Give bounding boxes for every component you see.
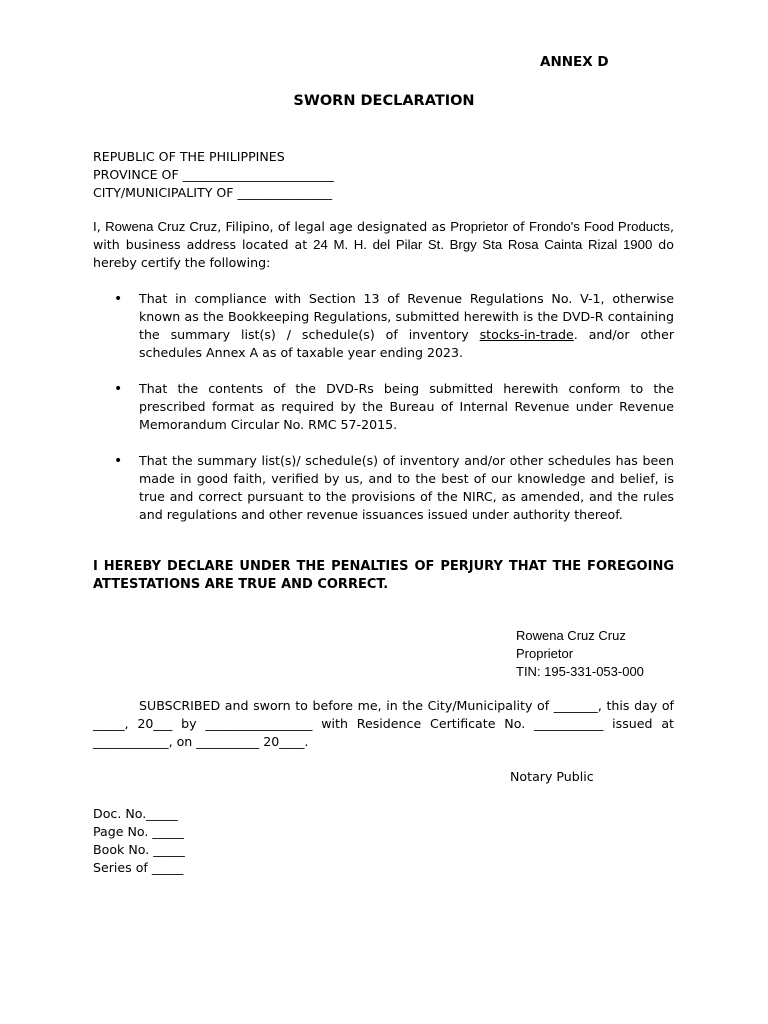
declarant-name: Rowena Cruz Cruz <box>105 219 218 234</box>
bullet-icon: • <box>114 381 123 397</box>
book-no: Book No. _____ <box>93 842 185 857</box>
bullet-1-text-end: . and/or other schedules Annex A as of taxable year ending 2023. <box>139 327 674 360</box>
intro-text-1: I, <box>93 219 106 234</box>
notarial-register <box>93 805 185 877</box>
notary-label: Notary Public <box>510 769 594 784</box>
signatory-tin: TIN: 195-331-053-000 <box>516 664 644 679</box>
bullet-1-text: That in compliance with Section 13 of Revenue Regulations No. V-1, otherwise known as the Bookkeeping Regulations, submitted herewith is the DVD-R containing the summary list(s) / schedule(s) of inventory <box>139 291 674 342</box>
republic-line: REPUBLIC OF THE PHILIPPINES <box>93 149 285 164</box>
bullet-icon: • <box>114 291 123 307</box>
business-name: Frondo's Food Products <box>528 219 670 234</box>
certification-list <box>93 290 674 542</box>
page-title: SWORN DECLARATION <box>293 93 475 109</box>
list-item <box>93 380 674 434</box>
intro-paragraph <box>93 218 674 272</box>
city-line: CITY/MUNICIPALITY OF _______________ <box>93 185 332 200</box>
intro-text-4: , with business address located at <box>93 219 674 252</box>
bullet-3-text: That the summary list(s)/ schedule(s) of inventory and/or other schedules has been made in good faith, verified by us, and to the best of our knowledge and belief, is true and correct pursuant to the provisions of the NIRC, as amended, and the rules and regulations and other revenue issuances issued under authority thereof. <box>139 453 674 522</box>
declarant-position: Proprietor <box>450 219 509 234</box>
series-of: Series of _____ <box>93 860 184 875</box>
bullet-2-text: That the contents of the DVD-Rs being submitted herewith conform to the prescribed format as required by the Bureau of Internal Revenue under Revenue Memorandum Circular No. RMC 57-2015. <box>139 381 674 432</box>
list-item <box>93 452 674 524</box>
subscribed-paragraph: SUBSCRIBED and sworn to before me, in the City/Municipality of _______, this day of _____, 20___ by _________________ with Residence Certificate No. ___________ issued at ____________, on __________ 20____. <box>93 698 674 749</box>
venue-block <box>93 148 334 202</box>
perjury-declaration: I HEREBY DECLARE UNDER THE PENALTIES OF PERJURY THAT THE FOREGOING ATTESTATIONS ARE TRUE AND CORRECT. <box>93 559 674 592</box>
page-no: Page No. _____ <box>93 824 184 839</box>
signature-block <box>516 627 644 681</box>
doc-no: Doc. No._____ <box>93 806 178 821</box>
intro-text-2: , Filipino, of legal age designated as <box>217 219 451 234</box>
list-item <box>93 290 674 362</box>
signatory-name: Rowena Cruz Cruz <box>516 628 626 643</box>
intro-text-5: do hereby certify the following: <box>93 237 674 270</box>
bullet-1-underlined: stocks-in-trade <box>479 327 574 342</box>
province-line: PROVINCE OF ________________________ <box>93 167 334 182</box>
bullet-icon: • <box>114 453 123 469</box>
annex-label: ANNEX D <box>540 54 609 70</box>
signatory-position: Proprietor <box>516 646 574 661</box>
business-address: 24 M. H. del Pilar St. Brgy Sta Rosa Cainta Rizal 1900 <box>313 237 653 252</box>
intro-text-3: of <box>508 219 529 234</box>
